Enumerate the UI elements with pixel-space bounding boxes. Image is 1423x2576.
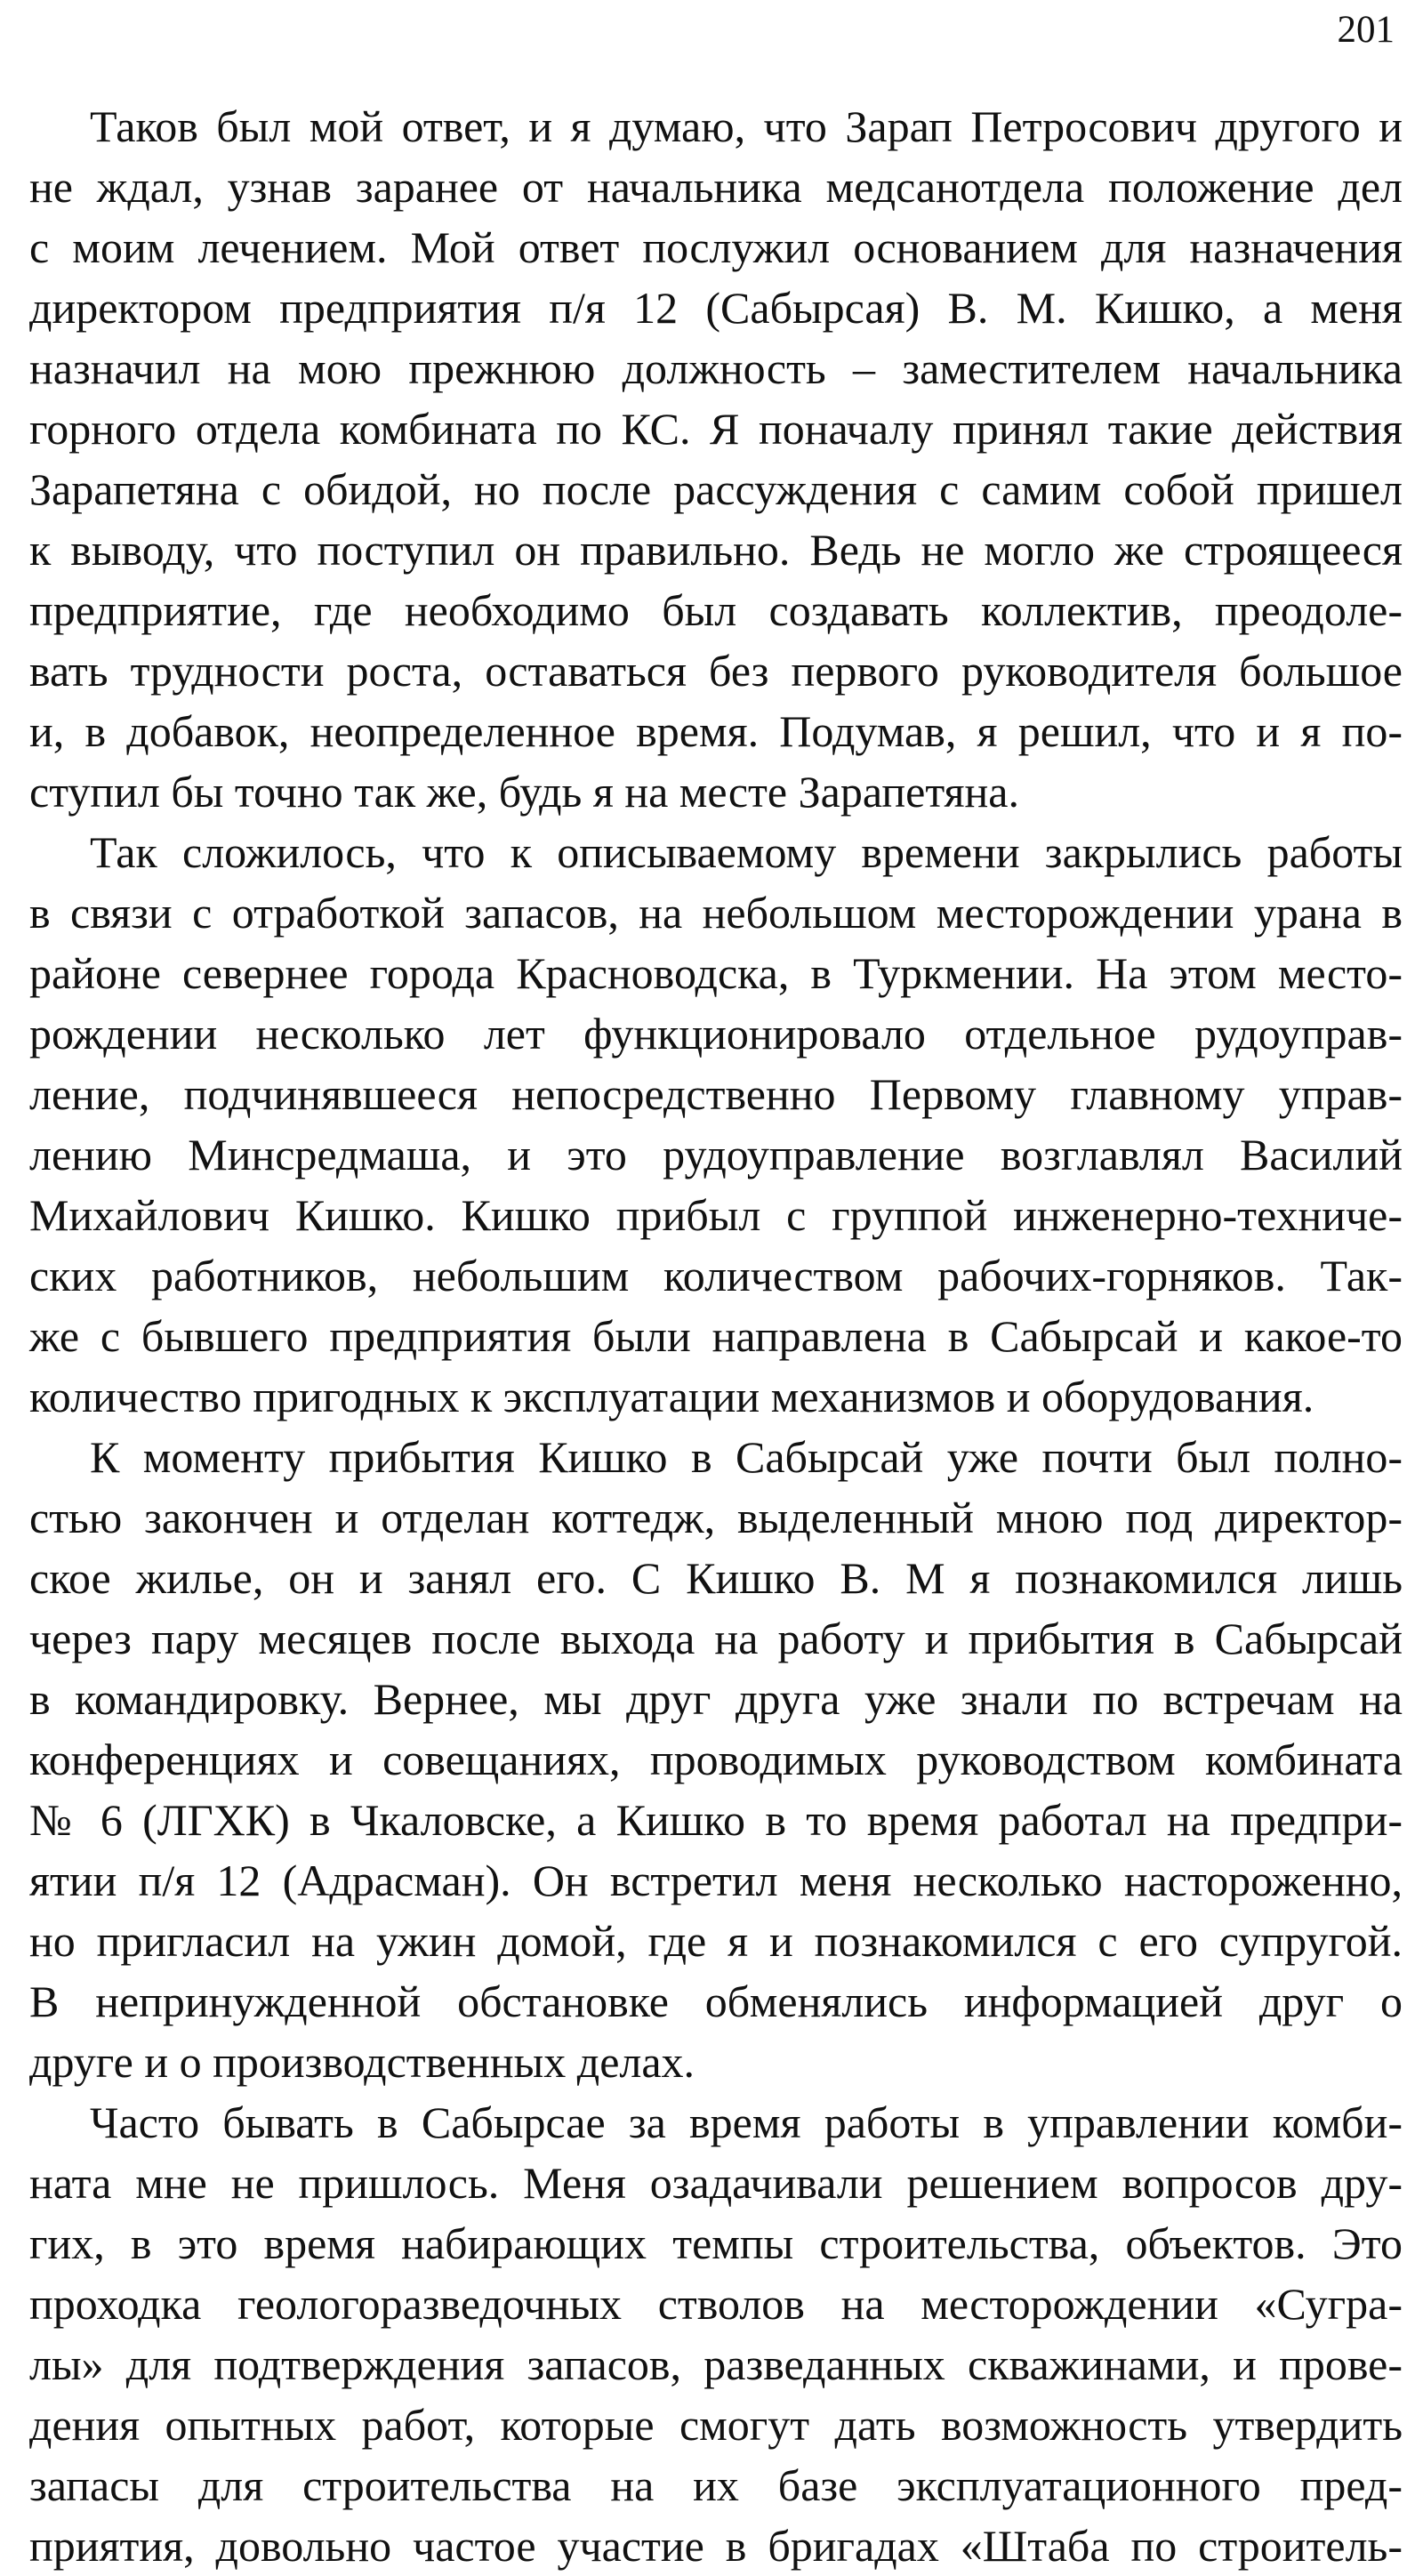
- text-line: ских работников, небольшим количеством рабочих-горняков. Так-: [29, 1251, 1403, 1300]
- text-line: предприятие, где необходимо был создавать коллектив, преодоле-: [29, 585, 1403, 635]
- text-line: конференциях и совещаниях, проводимых руководством комбината: [29, 1735, 1403, 1784]
- text-line: в связи с отработкой запасов, на небольшом месторождении урана в: [29, 888, 1403, 938]
- text-line: назначил на мою прежнюю должность – заместителем начальника: [29, 343, 1403, 393]
- text-line: не ждал, узнав заранее от начальника медсанотдела положение дел: [29, 162, 1403, 212]
- text-line: друге и о производственных делах.: [29, 2037, 695, 2087]
- paragraph: [29, 1427, 1403, 2092]
- text-line: ступил бы точно так же, будь я на месте Зарапетяна.: [29, 767, 1019, 817]
- text-line: и, в добавок, неопределенное время. Подумав, я решил, что и я по-: [29, 706, 1403, 756]
- text-line: В непринужденной обстановке обменялись информацией друг о: [29, 1976, 1403, 2026]
- text-line: Михайлович Кишко. Кишко прибыл с группой инженерно-техниче-: [29, 1190, 1403, 1240]
- text-line: через пару месяцев после выхода на работу и прибытия в Сабырсай: [29, 1614, 1403, 1663]
- text-line: в командировку. Вернее, мы друг друга уже знали по встречам на: [29, 1674, 1403, 1724]
- paragraph: [29, 822, 1403, 1427]
- text-line: но пригласил на ужин домой, где я и познакомился с его супругой.: [29, 1916, 1403, 1966]
- text-line: Так сложилось, что к описываемому времени закрылись работы: [90, 827, 1403, 877]
- text-line: Часто бывать в Сабырсае за время работы в управлении комби-: [90, 2097, 1403, 2147]
- text-line: стью закончен и отделан коттедж, выделенный мною под директор-: [29, 1493, 1403, 1542]
- text-line: дения опытных работ, которые смогут дать возможность утвердить: [29, 2400, 1403, 2450]
- text-line: ское жилье, он и занял его. С Кишко В. М я познакомился лишь: [29, 1553, 1403, 1603]
- text-line: вать трудности роста, оставаться без первого руководителя большое: [29, 646, 1403, 696]
- text-line: проходка геологоразведочных стволов на месторождении «Сугра-: [29, 2279, 1403, 2329]
- body-text: [29, 96, 1403, 2576]
- text-line: ятии п/я 12 (Адрасман). Он встретил меня несколько настороженно,: [29, 1856, 1403, 1905]
- paragraph: [29, 96, 1403, 822]
- text-line: К моменту прибытия Кишко в Сабырсай уже почти был полно-: [90, 1432, 1403, 1482]
- text-line: рождении несколько лет функционировало отдельное рудоуправ-: [29, 1009, 1403, 1059]
- text-line: лению Минсредмаша, и это рудоуправление возглавлял Василий: [29, 1130, 1403, 1179]
- text-line: с моим лечением. Мой ответ послужил основанием для назначения: [29, 222, 1403, 272]
- text-line: же с бывшего предприятия были направлена в Сабырсай и какое-то: [29, 1311, 1403, 1361]
- text-line: к выводу, что поступил он правильно. Ведь не могло же строящееся: [29, 525, 1403, 575]
- text-line: ната мне не пришлось. Меня озадачивали решением вопросов дру-: [29, 2158, 1403, 2208]
- paragraph: [29, 2092, 1403, 2576]
- text-line: районе севернее города Красноводска, в Туркмении. На этом место-: [29, 948, 1403, 998]
- text-line: директором предприятия п/я 12 (Сабырсая) В. М. Кишко, а меня: [29, 283, 1403, 333]
- text-line: горного отдела комбината по КС. Я поначалу принял такие действия: [29, 404, 1403, 454]
- text-line: приятия, довольно частое участие в бригадах «Штаба по строитель-: [29, 2521, 1403, 2571]
- text-line: лы» для подтверждения запасов, разведанных скважинами, и прове-: [29, 2339, 1403, 2389]
- text-line: запасы для строительства на их базе эксплуатационного пред-: [29, 2460, 1403, 2510]
- text-line: гих, в это время набирающих темпы строительства, объектов. Это: [29, 2218, 1403, 2268]
- page-number: 201: [1337, 9, 1395, 51]
- text-line: ление, подчинявшееся непосредственно Первому главному управ-: [29, 1069, 1403, 1119]
- text-line: № 6 (ЛГХК) в Чкаловске, а Кишко в то время работал на предпри-: [29, 1795, 1403, 1845]
- text-line: количество пригодных к эксплуатации механизмов и оборудования.: [29, 1372, 1314, 1421]
- text-line: Зарапетяна с обидой, но после рассуждения с самим собой пришел: [29, 464, 1403, 514]
- text-line: Таков был мой ответ, и я думаю, что Зарап Петросович другого и: [90, 101, 1403, 151]
